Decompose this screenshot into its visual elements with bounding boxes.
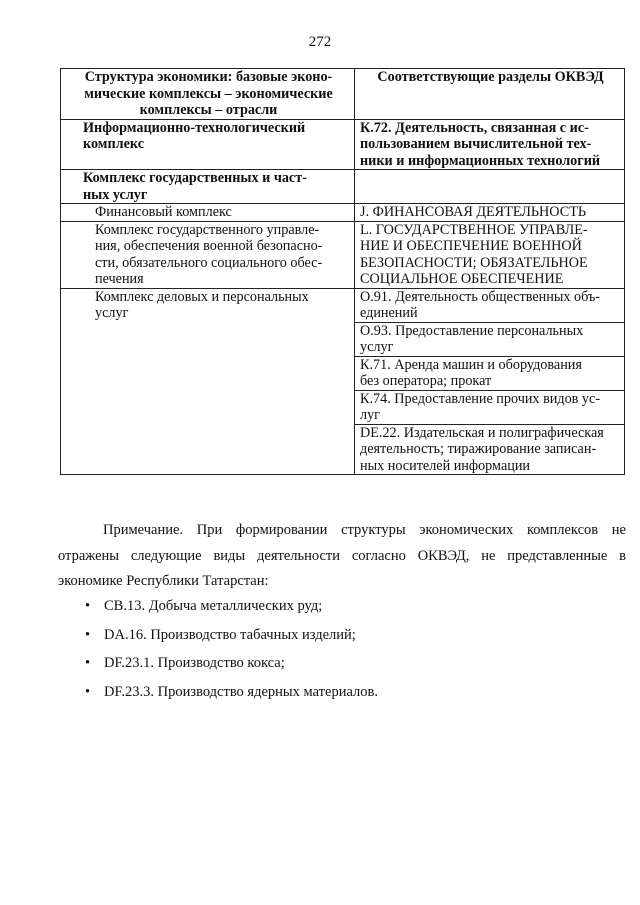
state-private-okved-cell — [355, 170, 625, 204]
table-row-state-admin — [61, 221, 625, 288]
business-personal-complex-cell: Комплекс деловых и персональных услуг — [61, 288, 355, 475]
okved-de22-cell: DE.22. Издательская и полиграфическая деятельность; тиражирование записан- ных носителей информации — [355, 424, 625, 475]
okved-o91-cell: О.91. Деятельность общественных объ- единений — [355, 288, 625, 322]
list-item: • CB.13. Добыча металлических руд; — [85, 592, 378, 621]
table-header-row — [61, 69, 625, 120]
table-row-business-1 — [61, 288, 625, 322]
financial-complex-cell: Финансовый комплекс — [61, 204, 355, 222]
it-okved-cell: К.72. Деятельность, связанная с ис- пользованием вычислительной тех- ники и информационных технологий — [355, 119, 625, 170]
table-row-it-complex — [61, 119, 625, 170]
list-item: • DA.16. Производство табачных изделий; — [85, 621, 378, 650]
okved-structure-table — [60, 68, 625, 475]
financial-okved-cell: J. ФИНАНСОВАЯ ДЕЯТЕЛЬНОСТЬ — [355, 204, 625, 222]
excluded-activities-list — [85, 592, 378, 707]
okved-k74-cell: К.74. Предоставление прочих видов ус- луг — [355, 390, 625, 424]
header-structure-cell: Структура экономики: базовые эконо- мические комплексы – экономические комплексы – отрасли — [61, 69, 355, 120]
list-item: • DF.23.1. Производство кокса; — [85, 649, 378, 678]
okved-k71-cell: К.71. Аренда машин и оборудования без оператора; прокат — [355, 356, 625, 390]
list-item: • DF.23.3. Производство ядерных материалов. — [85, 678, 378, 707]
page-number: 272 — [308, 34, 332, 50]
state-private-complex-cell: Комплекс государственных и част- ных услуг — [61, 170, 355, 204]
table-row-financial — [61, 204, 625, 222]
state-admin-okved-cell: L. ГОСУДАРСТВЕННОЕ УПРАВЛЕ- НИЕ И ОБЕСПЕЧЕНИЕ ВОЕННОЙ БЕЗОПАСНОСТИ; ОБЯЗАТЕЛЬНОЕ СОЦИАЛЬНОЕ ОБЕСПЕЧЕНИЕ — [355, 221, 625, 288]
header-okved-cell: Соответствующие разделы ОКВЭД — [355, 69, 625, 120]
table-row-state-private — [61, 170, 625, 204]
state-admin-complex-cell: Комплекс государственного управле- ния, обеспечения военной безопасно- сти, обязательного социального обес- печения — [61, 221, 355, 288]
note-paragraph: Примечание. При формировании структуры экономических комплексов не отражены следующие виды деятельности согласно ОКВЭД, не представленные в экономике Республики Татарстан: — [58, 522, 626, 589]
okved-o93-cell: О.93. Предоставление персональных услуг — [355, 322, 625, 356]
it-complex-cell: Информационно-технологический комплекс — [61, 119, 355, 170]
